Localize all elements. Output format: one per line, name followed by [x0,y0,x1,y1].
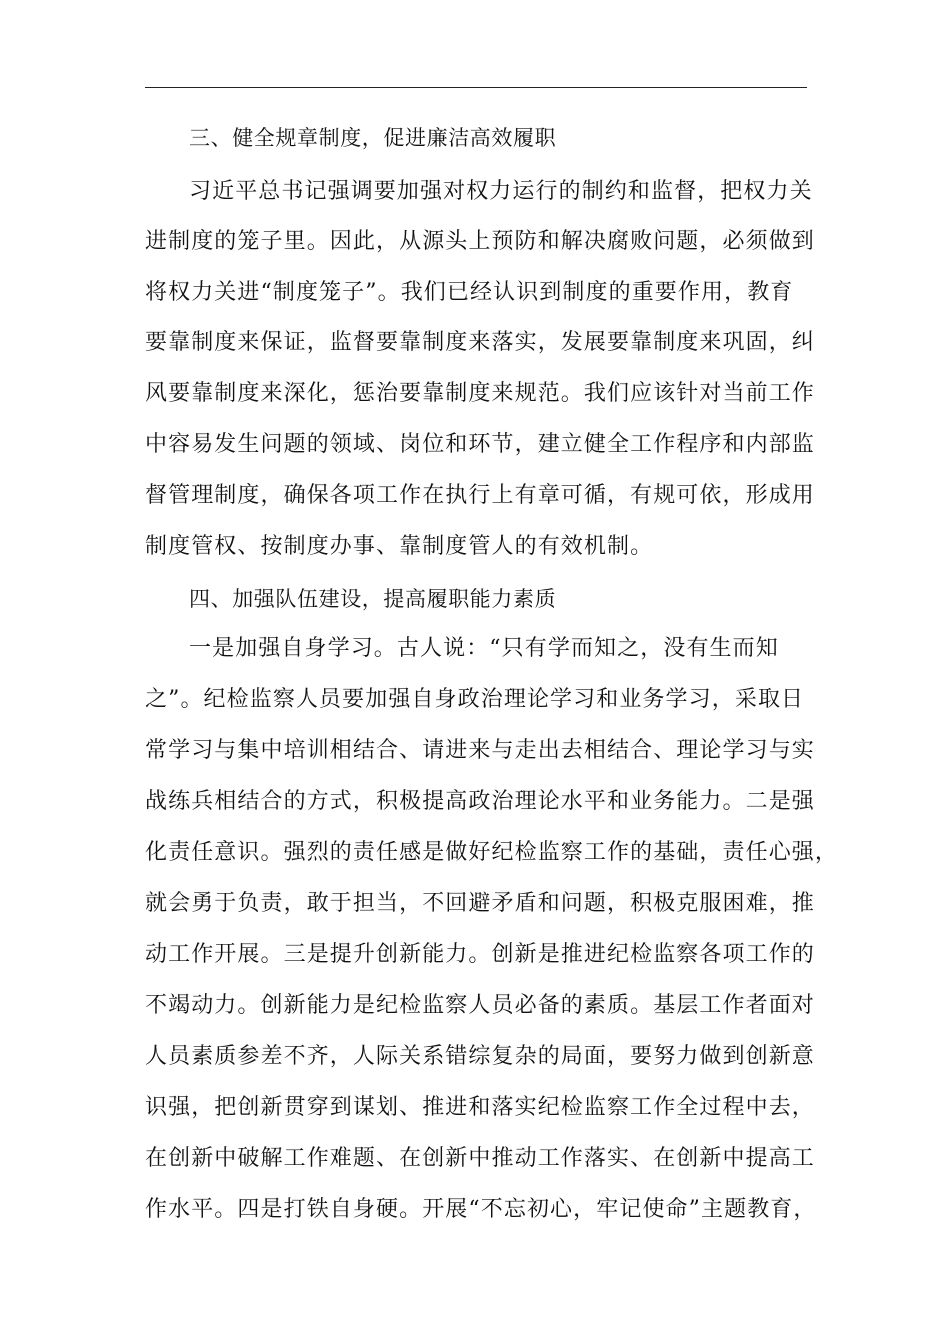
paragraph-line: 督管理制度，确保各项工作在执行上有章可循，有规可依，形成用 [145,483,815,508]
paragraph-line: 习近平总书记强调要加强对权力运行的制约和监督，把权力关 [189,179,813,204]
paragraph-line: 就会勇于负责，敢于担当，不回避矛盾和问题，积极克服困难，推 [145,891,815,916]
paragraph-line: 化责任意识。强烈的责任感是做好纪检监察工作的基础，责任心强， [145,840,839,865]
section-heading-3: 三、健全规章制度，促进廉洁高效履职 [189,126,557,150]
paragraph-line: 要靠制度来保证，监督要靠制度来落实，发展要靠制度来巩固，纠 [145,330,815,355]
header-rule [145,87,807,88]
paragraph-line: 在创新中破解工作难题、在创新中推动工作落实、在创新中提高工 [145,1146,815,1171]
paragraph-line: 一是加强自身学习。古人说：“只有学而知之，没有生而知 [189,636,779,661]
paragraph-line: 制度管权、按制度办事、靠制度管人的有效机制。 [145,534,654,559]
paragraph-line: 中容易发生问题的领域、岗位和环节，建立健全工作程序和内部监 [145,432,815,457]
paragraph-line: 常学习与集中培训相结合、请进来与走出去相结合、理论学习与实 [145,738,815,763]
paragraph-line: 将权力关进“制度笼子”。我们已经认识到制度的重要作用，教育 [145,280,794,305]
paragraph-line: 作水平。四是打铁自身硬。开展“不忘初心，牢记使命”主题教育， [145,1197,817,1222]
paragraph-line: 动工作开展。三是提升创新能力。创新是推进纪检监察各项工作的 [145,942,815,967]
paragraph-line: 之”。纪检监察人员要加强自身政治理论学习和业务学习，采取日 [145,687,805,712]
paragraph-line: 进制度的笼子里。因此，从源头上预防和解决腐败问题，必须做到 [145,229,815,254]
paragraph-line: 风要靠制度来深化，惩治要靠制度来规范。我们应该针对当前工作 [145,381,815,406]
section-heading-4: 四、加强队伍建设，提高履职能力素质 [189,587,557,611]
paragraph-line: 战练兵相结合的方式，积极提高政治理论水平和业务能力。二是强 [145,789,815,814]
paragraph-line: 不竭动力。创新能力是纪检监察人员必备的素质。基层工作者面对 [145,993,815,1018]
paragraph-line: 识强，把创新贯穿到谋划、推进和落实纪检监察工作全过程中去， [145,1095,815,1120]
paragraph-line: 人员素质参差不齐，人际关系错综复杂的局面，要努力做到创新意 [145,1044,815,1069]
